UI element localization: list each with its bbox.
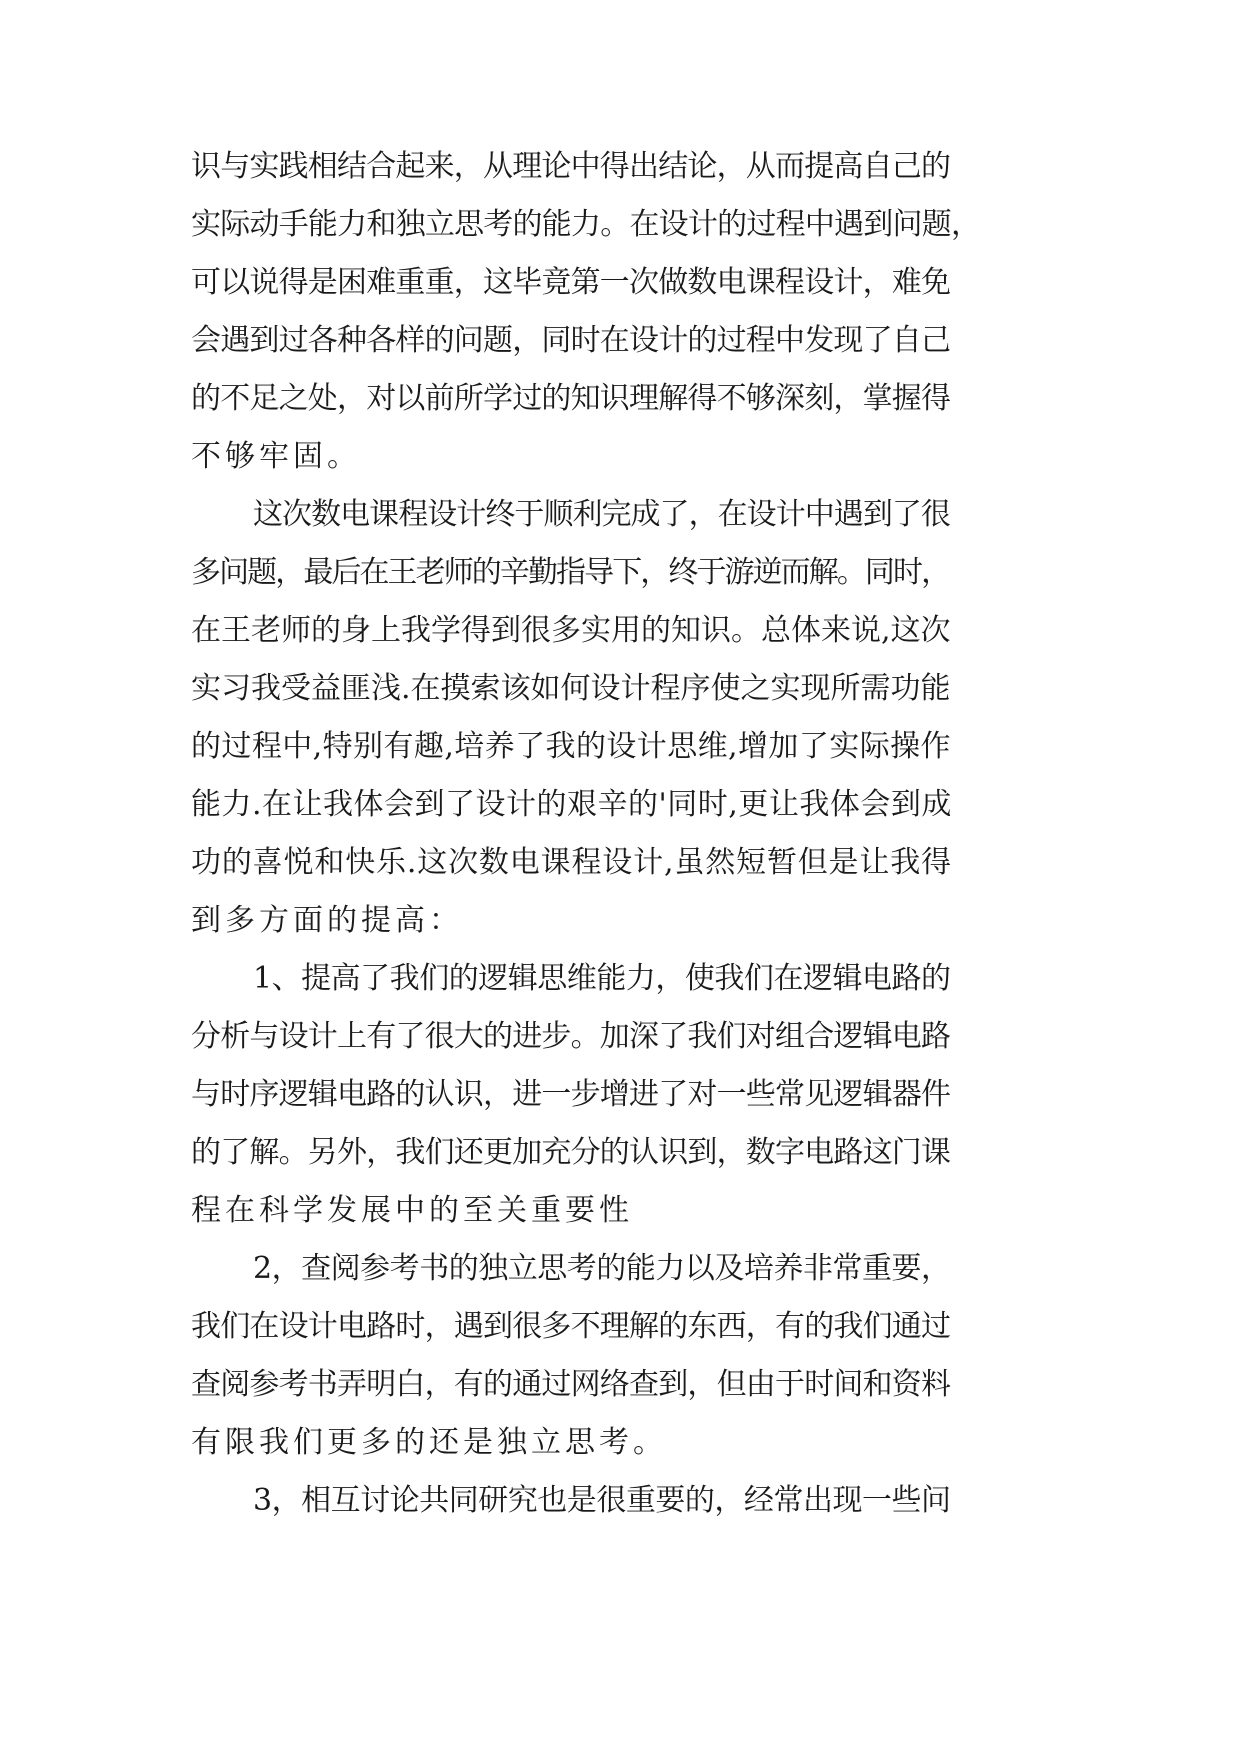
text-line: 3，相互讨论共同研究也是很重要的，经常出现一些问 <box>253 1483 951 1518</box>
text-line: 1、提高了我们的逻辑思维能力，使我们在逻辑电路的 <box>253 961 951 996</box>
text-line: 2，查阅参考书的独立思考的能力以及培养非常重要， <box>253 1251 951 1286</box>
text-line: 不够牢固。 <box>191 439 361 474</box>
text-line: 识与实践相结合起来，从理论中得出结论，从而提高自己的 <box>191 149 951 184</box>
text-line: 与时序逻辑电路的认识，进一步增进了对一些常见逻辑器件 <box>191 1077 951 1112</box>
text-line: 在王老师的身上我学得到很多实用的知识。总体来说,这次 <box>191 613 951 648</box>
text-line: 查阅参考书弄明白，有的通过网络查到，但由于时间和资料 <box>191 1367 951 1402</box>
text-line: 的过程中,特别有趣,培养了我的设计思维,增加了实际操作 <box>191 729 951 764</box>
text-line: 分析与设计上有了很大的进步。加深了我们对组合逻辑电路 <box>191 1019 951 1054</box>
text-line: 可以说得是困难重重，这毕竟第一次做数电课程设计，难免 <box>191 265 951 300</box>
text-line: 实际动手能力和独立思考的能力。在设计的过程中遇到问题， <box>191 207 981 242</box>
text-line: 实习我受益匪浅.在摸索该如何设计程序使之实现所需功能 <box>191 671 951 706</box>
text-line: 会遇到过各种各样的问题，同时在设计的过程中发现了自己 <box>191 323 951 358</box>
text-line: 功的喜悦和快乐.这次数电课程设计,虽然短暂但是让我得 <box>191 845 952 880</box>
text-line: 的不足之处，对以前所学过的知识理解得不够深刻，掌握得 <box>191 381 951 416</box>
text-line: 我们在设计电路时，遇到很多不理解的东西，有的我们通过 <box>191 1309 951 1344</box>
text-line: 多问题，最后在王老师的辛勤指导下，终于游逆而解。同时， <box>191 555 950 590</box>
text-line: 到多方面的提高： <box>191 903 463 938</box>
text-line: 有限我们更多的还是独立思考。 <box>191 1425 667 1460</box>
text-line: 程在科学发展中的至关重要性 <box>191 1193 633 1228</box>
text-line: 这次数电课程设计终于顺利完成了，在设计中遇到了很 <box>253 497 950 532</box>
text-line: 的了解。另外，我们还更加充分的认识到，数字电路这门课 <box>191 1135 951 1170</box>
text-line: 能力.在让我体会到了设计的艰辛的'同时,更让我体会到成 <box>191 787 952 822</box>
